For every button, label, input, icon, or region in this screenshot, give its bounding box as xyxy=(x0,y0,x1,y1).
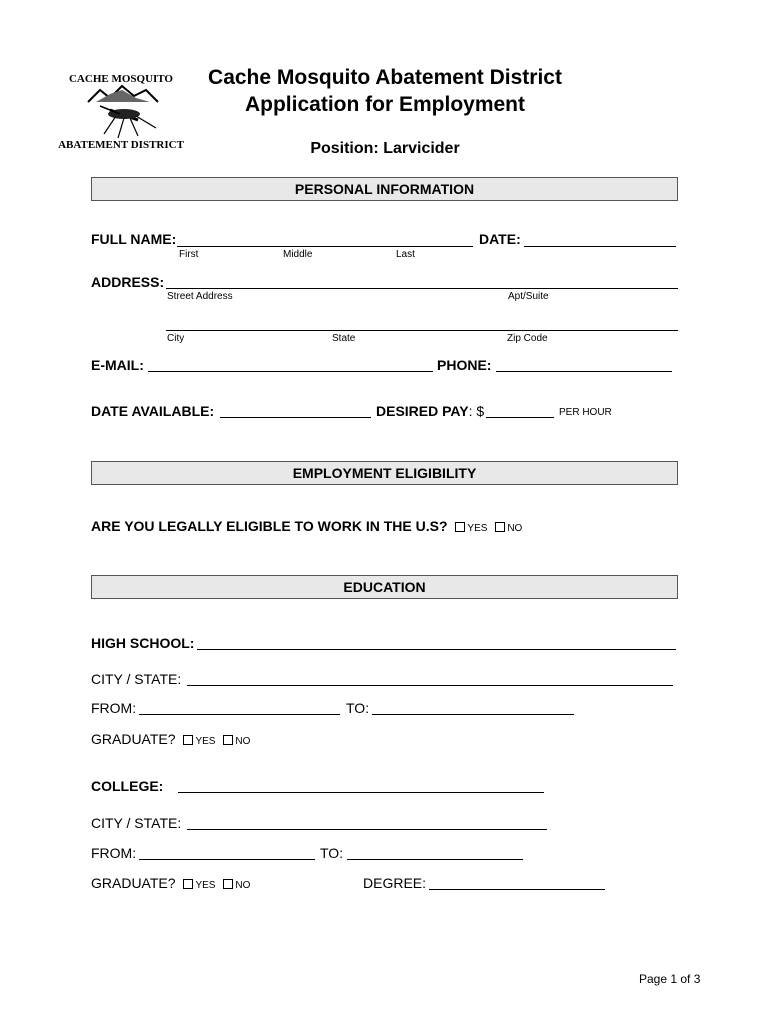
college-from-field[interactable] xyxy=(139,859,315,860)
hs-to-label: TO: xyxy=(346,700,370,716)
eligibility-row xyxy=(91,518,522,534)
college-from-label: FROM: xyxy=(91,845,137,861)
street-address-caption: Street Address xyxy=(167,291,233,302)
hs-graduate-label: GRADUATE? xyxy=(91,731,176,747)
per-hour-label: PER HOUR xyxy=(559,407,612,418)
desired-pay-label: DESIRED PAY xyxy=(376,403,469,419)
hs-from-field[interactable] xyxy=(139,714,340,715)
street-address-field[interactable] xyxy=(166,288,678,289)
email-field[interactable] xyxy=(148,371,433,372)
zip-code-caption: Zip Code xyxy=(507,333,548,344)
college-graduate-label: GRADUATE? xyxy=(91,875,176,891)
college-graduate-no-label: NO xyxy=(235,880,251,891)
college-to-field[interactable] xyxy=(347,859,523,860)
eligible-yes-checkbox[interactable] xyxy=(455,522,465,532)
logo-top-text: CACHE MOSQUITO xyxy=(68,73,174,85)
city-state-zip-field[interactable] xyxy=(166,330,678,331)
hs-city-state-label: CITY / STATE: xyxy=(91,671,182,687)
eligible-yes-label: YES xyxy=(467,523,488,534)
last-name-caption: Last xyxy=(396,249,415,260)
document-title: Cache Mosquito Abatement District xyxy=(208,66,562,89)
phone-field[interactable] xyxy=(496,371,672,372)
section-personal-information: PERSONAL INFORMATION xyxy=(91,177,678,201)
full-name-label: FULL NAME: xyxy=(91,231,177,247)
college-label: COLLEGE: xyxy=(91,778,164,794)
hs-city-state-field[interactable] xyxy=(187,685,673,686)
college-graduate-yes-checkbox[interactable] xyxy=(183,879,193,889)
hs-graduate-row xyxy=(91,731,250,747)
high-school-label: HIGH SCHOOL: xyxy=(91,635,195,651)
page-number: Page 1 of 3 xyxy=(639,972,701,986)
degree-field[interactable] xyxy=(429,889,605,890)
hs-graduate-yes-label: YES xyxy=(195,736,216,747)
college-graduate-no-checkbox[interactable] xyxy=(223,879,233,889)
hs-from-label: FROM: xyxy=(91,700,137,716)
position-line: Position: Larvicider xyxy=(310,140,460,157)
college-graduate-yes-label: YES xyxy=(195,880,216,891)
eligible-no-label: NO xyxy=(507,523,523,534)
full-name-field[interactable] xyxy=(177,246,473,247)
date-available-label: DATE AVAILABLE: xyxy=(91,403,215,419)
hs-graduate-no-checkbox[interactable] xyxy=(223,735,233,745)
middle-name-caption: Middle xyxy=(283,249,313,260)
email-label: E-MAIL: xyxy=(91,357,144,373)
desired-pay-dollar: : $ xyxy=(468,403,485,419)
phone-label: PHONE: xyxy=(437,357,492,373)
address-label: ADDRESS: xyxy=(91,274,165,290)
degree-label: DEGREE: xyxy=(363,875,427,891)
eligible-no-checkbox[interactable] xyxy=(495,522,505,532)
city-caption: City xyxy=(167,333,185,344)
hs-graduate-no-label: NO xyxy=(235,736,251,747)
apt-suite-caption: Apt/Suite xyxy=(508,291,549,302)
date-field[interactable] xyxy=(524,246,676,247)
high-school-field[interactable] xyxy=(197,649,676,650)
logo-bottom-text: ABATEMENT DISTRICT xyxy=(58,139,184,151)
first-name-caption: First xyxy=(179,249,199,260)
college-to-label: TO: xyxy=(320,845,344,861)
college-graduate-row xyxy=(91,875,250,891)
date-label: DATE: xyxy=(479,231,521,247)
college-city-state-field[interactable] xyxy=(187,829,547,830)
document-subtitle: Application for Employment xyxy=(244,93,525,116)
hs-to-field[interactable] xyxy=(372,714,574,715)
section-employment-eligibility: EMPLOYMENT ELIGIBILITY xyxy=(91,461,678,485)
college-city-state-label: CITY / STATE: xyxy=(91,815,182,831)
desired-pay-field[interactable] xyxy=(486,417,554,418)
section-education: EDUCATION xyxy=(91,575,678,599)
eligibility-question: ARE YOU LEGALLY ELIGIBLE TO WORK IN THE U.S? xyxy=(91,518,448,534)
college-field[interactable] xyxy=(178,792,544,793)
desired-pay-label-group xyxy=(376,403,484,419)
state-caption: State xyxy=(332,333,356,344)
date-available-field[interactable] xyxy=(220,417,371,418)
hs-graduate-yes-checkbox[interactable] xyxy=(183,735,193,745)
